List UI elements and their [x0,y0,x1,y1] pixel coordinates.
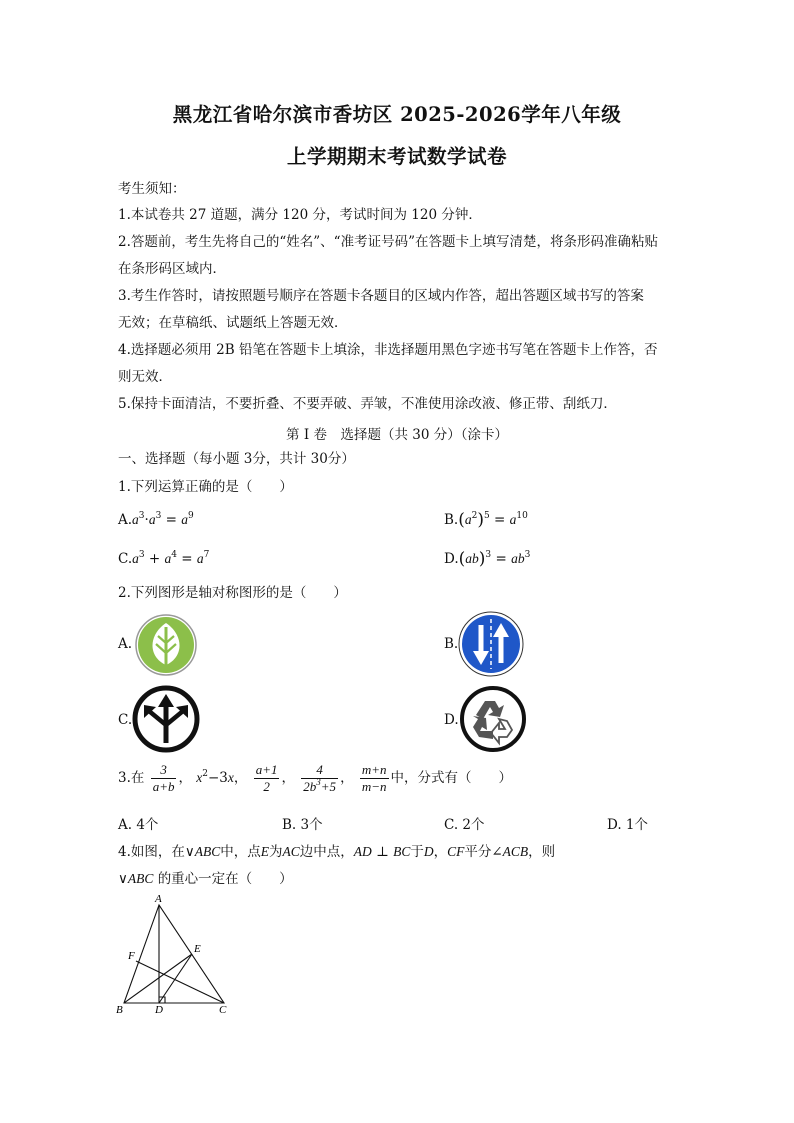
triangle-abc [124,905,224,1003]
q3-option-b[interactable]: B. 3个 [282,817,323,833]
label-d: D [155,1004,163,1016]
leaf-icon[interactable] [134,613,198,677]
q2-option-a-label[interactable]: A. [118,636,133,652]
notice-heading: 考生须知： [118,181,186,197]
q1-option-c[interactable]: $C.a^3 + a^4 = a^7$ [118,550,210,567]
notice-line-5: 5.保持卡面清洁，不要折叠、不要弄破、弄皱，不准使用涂改液、修正带、刮纸刀． [118,396,617,412]
q3-option-a[interactable]: A. 4个 [118,817,159,833]
notice-line-3b: 无效；在草稿纸、试题纸上答题无效． [118,315,348,331]
notice-line-3a: 3.考生作答时，请按照题号顺序在答题卡各题目的区域内作答，超出答题区域书写的答案 [118,288,644,304]
q2-option-c-label[interactable]: C. [118,712,133,728]
triangle-figure [112,893,242,1017]
label-e: E [194,943,201,955]
q1-option-d[interactable]: $D.(ab)^3 = ab^3$ [444,549,531,569]
q4-stem-line2: ∨ABC 的重心一定在（ ） [118,871,293,887]
q1-option-a[interactable]: $A.a^3\cdot a^3 = a^9$ [118,511,194,528]
label-c: C [219,1004,227,1016]
q3-stem: 3.在 $\frac{3}{a+b}$ ， $x^2-3x$， $\frac{a+1}{2}$ ， $\frac{4}{2b^3+5}$ ， $\frac{m+n}{m-n}$ 中，分式有（ ） [118,762,513,794]
q2-option-b-label[interactable]: B. [444,636,459,652]
page-title-line1: 黑龙江省哈尔滨市香坊区 2025-2026学年八年级 [172,103,622,126]
segment-cf [136,961,224,1003]
section-title: 一、选择题（每小题 3分，共计 30分） [118,451,355,467]
q2-stem: 2.下列图形是轴对称图形的是（ ） [118,585,347,601]
two-way-arrows-sign-icon[interactable] [458,611,524,677]
q3-option-c[interactable]: C. 2个 [444,817,485,833]
q4-stem-line1: 4.如图，在∨ABC中，点E为AC边中点，AD ⊥ BC于D，CF平分∠ACB，则 [118,844,556,860]
recycle-icon[interactable] [459,685,527,753]
page-title-line2: 上学期期末考试数学试卷 [286,145,507,168]
q1-stem: 1.下列运算正确的是（ ） [118,479,293,495]
segment-de [159,954,192,1003]
notice-line-2b: 在条形码区域内． [118,261,226,277]
part-title: 第 I 卷 选择题（共 30 分）（涂卡） [286,427,508,443]
notice-line-4b: 则无效． [118,369,172,385]
label-b: B [116,1004,123,1016]
q2-option-d-label[interactable]: D. [444,712,459,728]
label-f: F [128,950,135,962]
q3-option-d[interactable]: D. 1个 [607,817,649,833]
label-a: A [155,893,162,905]
notice-line-2a: 2.答题前，考生先将自己的“姓名”、“准考证号码”在答题卡上填写清楚，将条形码准确粘贴 [118,234,658,250]
three-arrows-sign-icon[interactable] [132,685,200,753]
q1-option-b[interactable]: $B.(a^2)^5 = a^{10}$ [444,510,528,530]
notice-line-4a: 4.选择题必须用 2B 铅笔在答题卡上填涂，非选择题用黑色字迹书写笔在答题卡上作答，否 [118,342,658,358]
notice-line-1: 1.本试卷共 27 道题，满分 120 分，考试时间为 120 分钟． [118,207,482,223]
